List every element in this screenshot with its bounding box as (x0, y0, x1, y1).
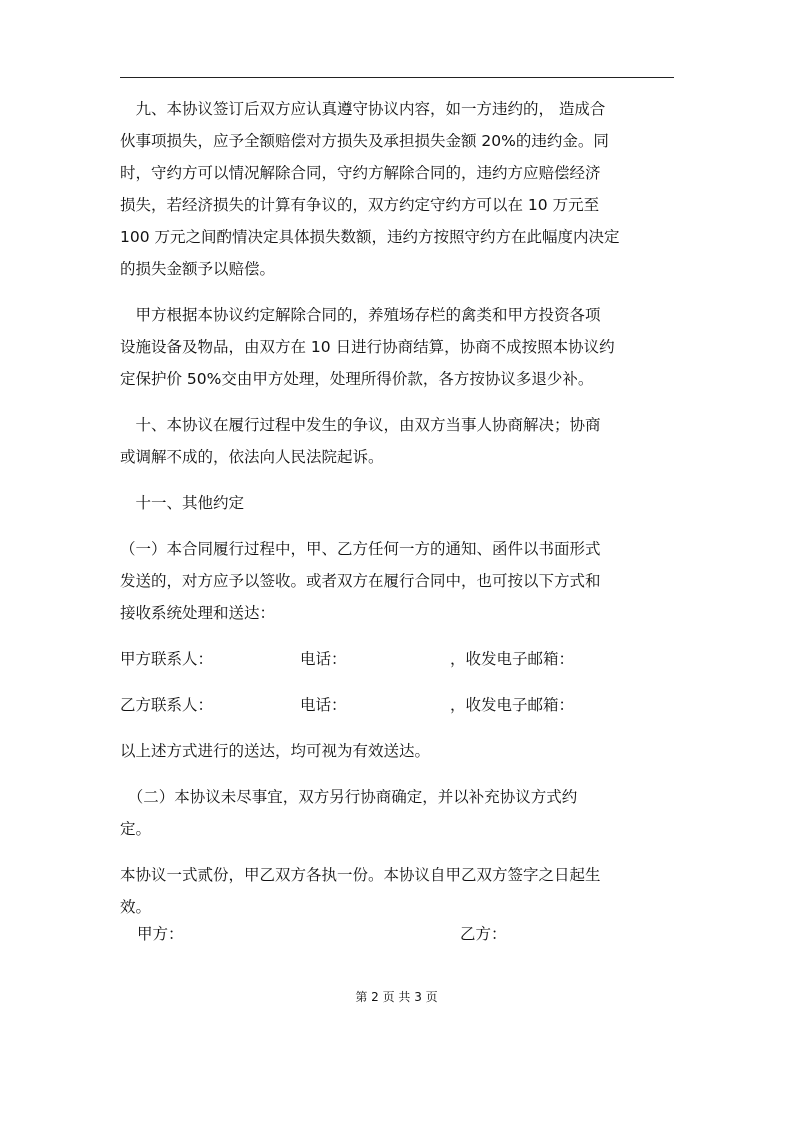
contact-phone-label: 电话： (300, 696, 347, 714)
part-two-line: （二）本协议未尽事宜，双方另行协商确定，并以补充协议方式约 (120, 788, 578, 806)
clause-eleven-part-two (120, 781, 674, 845)
copies-line: 效。 (120, 898, 152, 916)
clause-nine-termination (120, 299, 674, 395)
party-a-signature-label: 甲方： (137, 925, 184, 943)
clause-ten (120, 409, 674, 473)
contact-email-label: ，收发电子邮箱： (450, 696, 575, 714)
clause-ten-line: 十、本协议在履行过程中发生的争议，由双方当事人协商解决；协商 (120, 416, 601, 434)
clause-nine-line: 时，守约方可以情况解除合同，守约方解除合同的，违约方应赔偿经济 (120, 164, 601, 182)
copies-clause (120, 859, 674, 923)
termination-line: 设施设备及物品，由双方在 10 日进行协商结算，协商不成按照本协议约 (120, 338, 615, 356)
clause-nine-line: 的损失金额予以赔偿。 (120, 260, 276, 278)
contact-phone-label: 电话： (300, 650, 347, 668)
contact-email-label: ，收发电子邮箱： (450, 650, 575, 668)
signature-row (0, 918, 793, 950)
contact-row-party-b (120, 689, 674, 721)
copies-line: 本协议一式贰份，甲乙双方各执一份。本协议自甲乙双方签字之日起生 (120, 866, 601, 884)
delivery-note-line: 以上述方式进行的送达，均可视为有效送达。 (120, 742, 431, 760)
header-rule (120, 77, 674, 78)
document-body (120, 93, 674, 923)
contact-name-label: 乙方联系人： (120, 696, 214, 714)
clause-nine-line: 九、本协议签订后双方应认真遵守协议内容，如一方违约的， 造成合 (120, 100, 606, 118)
clause-nine-line: 损失，若经济损失的计算有争议的，双方约定守约方可以在 10 万元至 (120, 196, 600, 214)
clause-eleven-part-one (120, 533, 674, 629)
delivery-note (120, 735, 674, 767)
part-two-line: 定。 (120, 820, 152, 838)
part-one-line: （一）本合同履行过程中，甲、乙方任何一方的通知、函件以书面形式 (120, 540, 601, 558)
clause-nine-line: 100 万元之间酌情决定具体损失数额，违约方按照守约方在此幅度内决定 (120, 228, 620, 246)
party-b-signature-label: 乙方： (460, 925, 507, 943)
termination-line: 甲方根据本协议约定解除合同的，养殖场存栏的禽类和甲方投资各项 (120, 306, 601, 324)
contact-row-party-a (120, 643, 674, 675)
contact-name-label: 甲方联系人： (120, 650, 214, 668)
clause-nine (120, 93, 674, 285)
part-one-line: 发送的，对方应予以签收。或者双方在履行合同中，也可按以下方式和 (120, 572, 601, 590)
clause-eleven-heading (120, 487, 674, 519)
page-number: 第 2 页 共 3 页 (355, 990, 438, 1004)
clause-ten-line: 或调解不成的，依法向人民法院起诉。 (120, 448, 384, 466)
part-one-line: 接收系统处理和送达： (120, 604, 276, 622)
termination-line: 定保护价 50%交由甲方处理，处理所得价款，各方按协议多退少补。 (120, 370, 594, 388)
section-heading: 十一、其他约定 (120, 494, 245, 512)
clause-nine-line: 伙事项损失，应予全额赔偿对方损失及承担损失金额 20%的违约金。同 (120, 132, 609, 150)
